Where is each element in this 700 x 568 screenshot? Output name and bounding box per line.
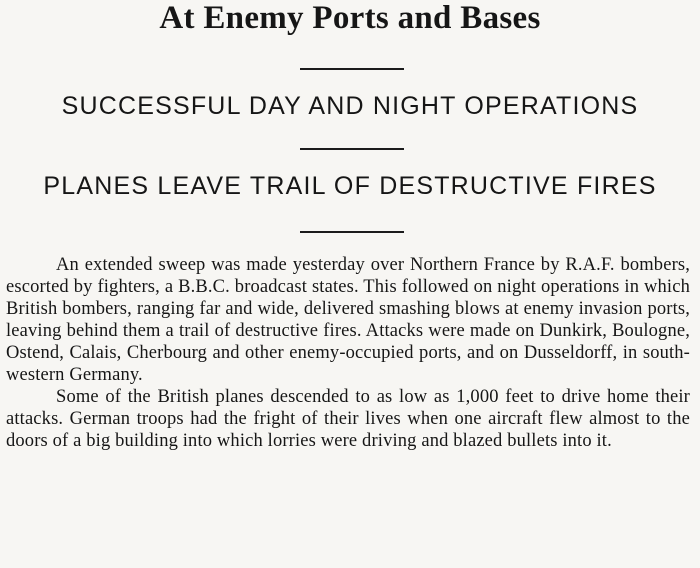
article-body — [6, 254, 690, 452]
article-subheadline-1: SUCCESSFUL DAY AND NIGHT OPERATIONS — [61, 92, 639, 120]
subheadline-divider-2 — [300, 231, 404, 233]
article-paragraph: An extended sweep was made yesterday over Northern France by R.A.F. bombers, escorted by fighters, a B.B.C. broadcast states. This followed on night operations in which British bombers, ranging far and wide, delivered smashing blows at enemy invasion ports, leaving behind them a trail of destructive fires. Attacks were made on Dunkirk, Boulogne, Ostend, Calais, Cherbourg and other enemy-occupied ports, and on Dusseldorff, in south-western Germany. — [6, 255, 690, 385]
article-subheadline-2: PLANES LEAVE TRAIL OF DESTRUCTIVE FIRES — [43, 172, 657, 200]
subheadline-divider-1 — [300, 148, 404, 150]
headline-divider — [300, 68, 404, 70]
article-paragraph: Some of the British planes descended to as low as 1,000 feet to drive home their attacks. German troops had the fright of their lives when one aircraft flew almost to the doors of a big building into which lorries were driving and blazed bullets into it. — [6, 387, 690, 451]
article-headline: At Enemy Ports and Bases — [159, 0, 541, 36]
